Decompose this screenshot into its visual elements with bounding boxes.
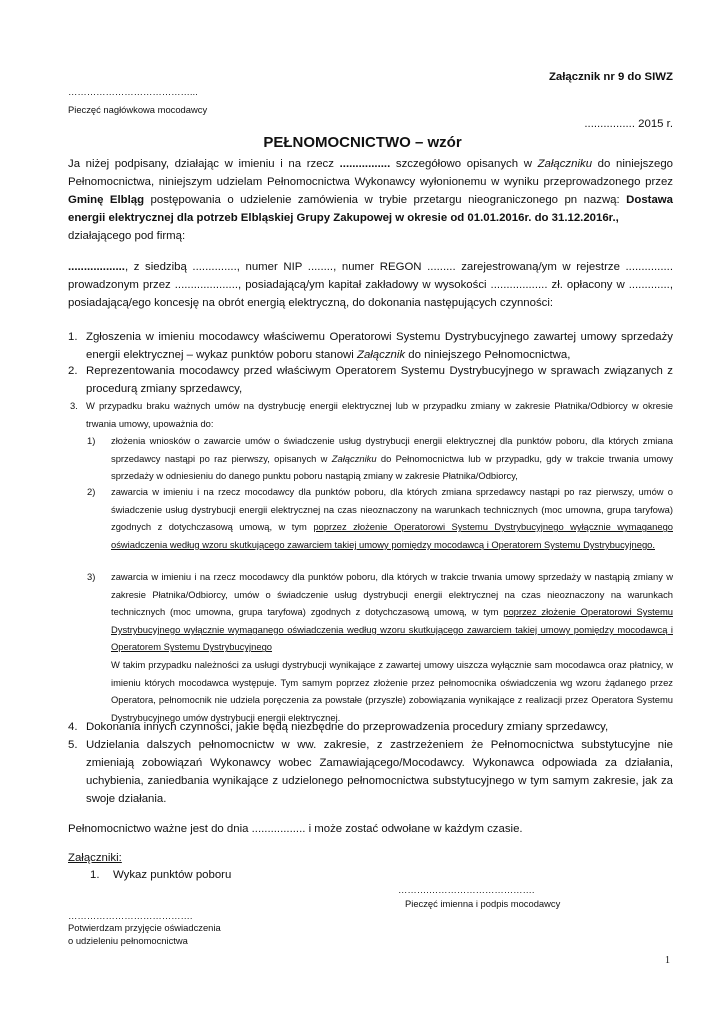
signature-dots: ……….…………………………….: [398, 884, 535, 895]
attachment-item: Wykaz punktów poboru: [113, 869, 232, 881]
stamp-label: Pieczęć nagłówkowa mocodawcy: [68, 104, 208, 115]
item-number: 2.: [68, 365, 78, 377]
list-item: Zgłoszenia w imieniu mocodawcy właściwemu Operatorowi Systemu Dystrybucyjnego zawartej umowy sprzedaży energii elektrycznej – wykaz punktów poboru stanowi Załącznik do niniejszego Pełnomocnictwa,: [86, 331, 673, 361]
item-number: 4.: [68, 721, 78, 733]
confirm-line-2: o udzieleniu pełnomocnictwa: [68, 935, 188, 946]
attachment-number: 1.: [90, 869, 100, 881]
list-item: W przypadku braku ważnych umów na dystrybucję energii elektrycznej lub w przypadku zmiany w zakresie Płatnika/Odbiorcy w okresie trwania umowy, upoważnia do:: [86, 400, 673, 429]
document-title: PEŁNOMOCNICTWO – wzór: [263, 134, 462, 151]
firm-paragraph: .................., z siedzibą .............., numer NIP ........, numer REGON ......... zarejestrowaną/ym w rejestrze ............... prowadzonym przez ...................., posiadającą/ym kapitał zakładowy w wysokości .................. zł. opłacony w ............., posiadającą/ego koncesję na obrót energią elektryczną, do dokonania następujących czynności:: [68, 261, 673, 309]
subitem-number: 2): [87, 486, 96, 497]
validity-text: Pełnomocnictwo ważne jest do dnia ................. i może zostać odwołane w każdym czasie.: [68, 823, 523, 835]
list-item: Udzielania dalszych pełnomocnictw w ww. zakresie, z zastrzeżeniem że Pełnomocnictwa substytucyjne nie zmieniają zobowiązań Wykonawcy wobec Zamawiającego/Mocodawcy. Wykonawca odpowiada za działania, uchybienia, zaniedbania wynikające z udzielonego pełnomocnictwa substytucyjnego w tym samym zakresie, jak za swoje działania.: [86, 739, 673, 805]
attachments-label: Załączniki:: [68, 852, 122, 864]
list-item: Reprezentowania mocodawcy przed właściwym Operatorem Systemu Dystrybucyjnego w sprawach związanych z procedurą zmiany sprzedawcy,: [86, 365, 673, 395]
page-number: 1: [665, 955, 670, 966]
list-subitem: złożenia wniosków o zawarcie umów o świadczenie usług dystrybucji energii elektrycznej dla punktów poboru, dla których zmiana sprzedawcy nastąpi po raz pierwszy, opisanych w Załączniku do Pełnomocnictwa lub w przypadku, gdy w trakcie trwania umowy sprzedaży w odniesieniu do danego punktu poboru nastąpią zmiany w zakresie Płatnika/Odbiorcy,: [111, 435, 673, 482]
confirm-dots: ………………………………….: [68, 910, 193, 921]
list-item: Dokonania innych czynności, jakie będą niezbędne do przeprowadzenia procedury zmiany sprzedawcy,: [86, 721, 609, 733]
signature-label: Pieczęć imienna i podpis mocodawcy: [405, 898, 561, 909]
list-subitem: zawarcia w imieniu i na rzecz mocodawcy dla punktów poboru, dla których zmiana sprzedawcy nastąpi po raz pierwszy, umów o świadczenie usług dystrybucji energii elektrycznej na czas nieoznaczony na warunkach technicznych (moc umowna, grupa taryfowa) zgodnych z dotychczasową umową, w tym poprzez złożenie Operatorowi Systemu Dystrybucyjnego wyłącznie wymaganego oświadczenia według wzoru skutkującego zawarciem takiej umowy pomiędzy mocodawcą i Operatorem Systemu Dystrybucyjnego.: [111, 486, 673, 550]
stamp-dots: …………………………………...: [68, 86, 198, 97]
intro-paragraph: Ja niżej podpisany, działając w imieniu i na rzecz ................ szczegółowo opisanych w Załączniku do niniejszego Pełnomocnictwa, niniejszym udzielam Pełnomocnictwa Wykonawcy wyłonionemu w wyniku przeprowadzonego przez Gminę Elbląg postępowania o udzielenie zamówienia w trybie przetargu nieograniczonego pn nazwą: Dostawa energii elektrycznej dla potrzeb Elbląskiej Grupy Zakupowej w okresie od 01.01.2016r. do 31.12.2016r., działającego pod firmą:: [68, 158, 673, 242]
date-line: ................ 2015 r.: [584, 118, 673, 130]
confirm-line-1: Potwierdzam przyjęcie oświadczenia: [68, 922, 221, 933]
subitem-number: 3): [87, 571, 96, 582]
subitem-number: 1): [87, 435, 96, 446]
item-number: 3.: [70, 400, 78, 411]
item-number: 1.: [68, 331, 78, 343]
annex-label: Załącznik nr 9 do SIWZ: [548, 71, 673, 83]
list-subitem: zawarcia w imieniu i na rzecz mocodawcy dla punktów poboru, dla których w trakcie trwania umowy sprzedaży w nastąpią zmiany w zakresie Płatnika/Odbiorcy, umów o świadczenie usług dystrybucji energii elektrycznej na czas nieoznaczony na warunkach technicznych (moc umowna, grupa taryfowa) zgodnych z dotychczasową umową, w tym poprzez złożenie Operatorowi Systemu Dystrybucyjnego wyłącznie wymaganego oświadczenia według wzoru skutkującego zawarciem takiej umowy pomiędzy mocodawcą i Operatorem Systemu Dystrybucyjnego W takim przypadku należności za usługi dystrybucji wynikające z zawartej umowy uiszcza wyłącznie sam mocodawca oraz płatnicy, w imieniu których mocodawca występuje. Tym samym poprzez złożenie przez pełnomocnika oświadczenia wg wzoru żądanego przez Operatora, pełnomocnik nie udziela poręczenia za powstałe (przyszłe) zobowiązania wynikające z realizacji przez Operatora Systemu Dystrybucyjnego umów dystrybucji energii elektrycznej.: [111, 571, 673, 723]
item-number: 5.: [68, 739, 78, 751]
